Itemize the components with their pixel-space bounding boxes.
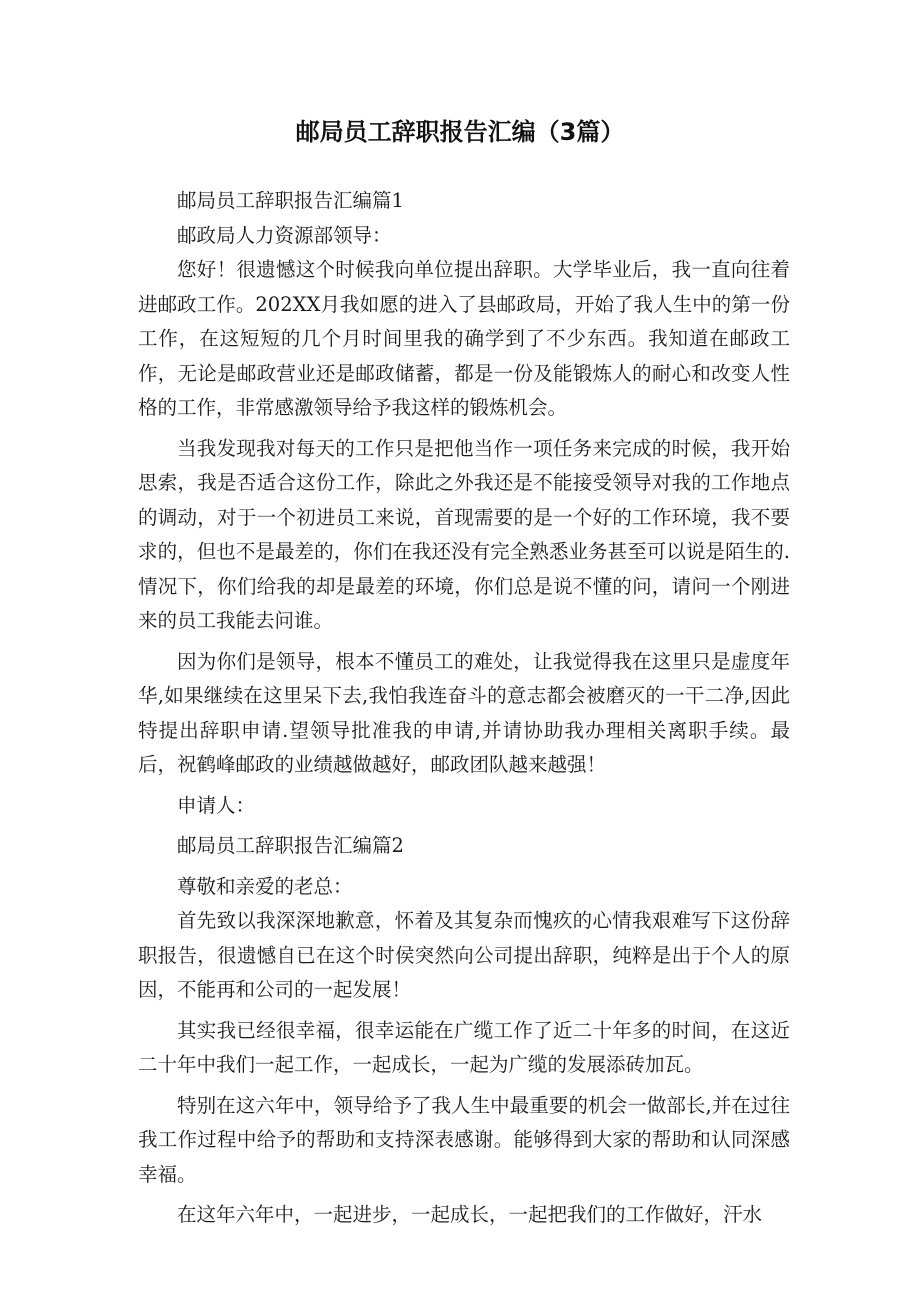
paragraph-1: 您好！很遗憾这个时候我向单位提出辞职。大学毕业后，我一直向往着进邮政工作。202XX月我如愿的进入了县邮政局，开始了我人生中的第一份工作，在这短短的几个月时间里我的确学到了不少东西。我知道在邮政工作，无论是邮政营业还是邮政储蓄，都是一份及能锻炼人的耐心和改变人性格的工作，非常感激领导给予我这样的锻炼机会。	[138, 258, 790, 419]
paragraph-4: 首先致以我深深地歉意，怀着及其复杂而愧疚的心情我艰难写下这份辞职报告，很遗憾自已在这个时侯突然向公司提出辞职，纯粹是出于个人的原因，不能再和公司的一起发展！	[138, 909, 790, 1001]
salutation-2: 尊敬和亲爱的老总：	[177, 874, 353, 898]
paragraph-6: 特别在这六年中，领导给予了我人生中最重要的机会一做部长,并在过往我工作过程中给予的帮助和支持深表感谢。能够得到大家的帮助和认同深感幸福。	[138, 1093, 790, 1186]
document-body	[138, 184, 790, 1233]
applicant-line: 申请人：	[177, 793, 256, 817]
salutation-1: 邮政局人力资源部领导：	[177, 223, 392, 247]
paragraph-3: 因为你们是领导，根本不懂员工的难处，让我觉得我在这里只是虚度年华,如果继续在这里呆下去,我怕我连奋斗的意志都会被磨灭的一干二净,因此特提出辞职申请.望领导批准我的申请,并请协助我办理相关离职手续。最后，祝鹤峰邮政的业绩越做越好，邮政团队越来越强！	[138, 649, 790, 776]
paragraph-5: 其实我已经很幸福，很幸运能在广缆工作了近二十年多的时间，在这近二十年中我们一起工作，一起成长，一起为广缆的发展添砖加瓦。	[138, 1018, 790, 1076]
paragraph-7: 在这年六年中，一起进步，一起成长，一起把我们的工作做好，汗水	[177, 1203, 763, 1226]
paragraph-2: 当我发现我对每天的工作只是把他当作一项任务来完成的时候，我开始思索，我是否适合这份工作，除此之外我还是不能接受领导对我的工作地点的调动，对于一个初进员工来说，首现需要的是一个好的工作环境，我不要求的，但也不是最差的，你们在我还没有完全熟悉业务甚至可以说是陌生的.情况下，你们给我的却是最差的环境，你们总是说不懂的问，请问一个刚进来的员工我能去问谁。	[138, 436, 790, 632]
section-heading-1: 邮局员工辞职报告汇编篇1	[177, 189, 404, 212]
document-title: 邮局员工辞职报告汇编（3篇）	[295, 118, 625, 146]
section-heading-2: 邮局员工辞职报告汇编篇2	[177, 834, 404, 857]
